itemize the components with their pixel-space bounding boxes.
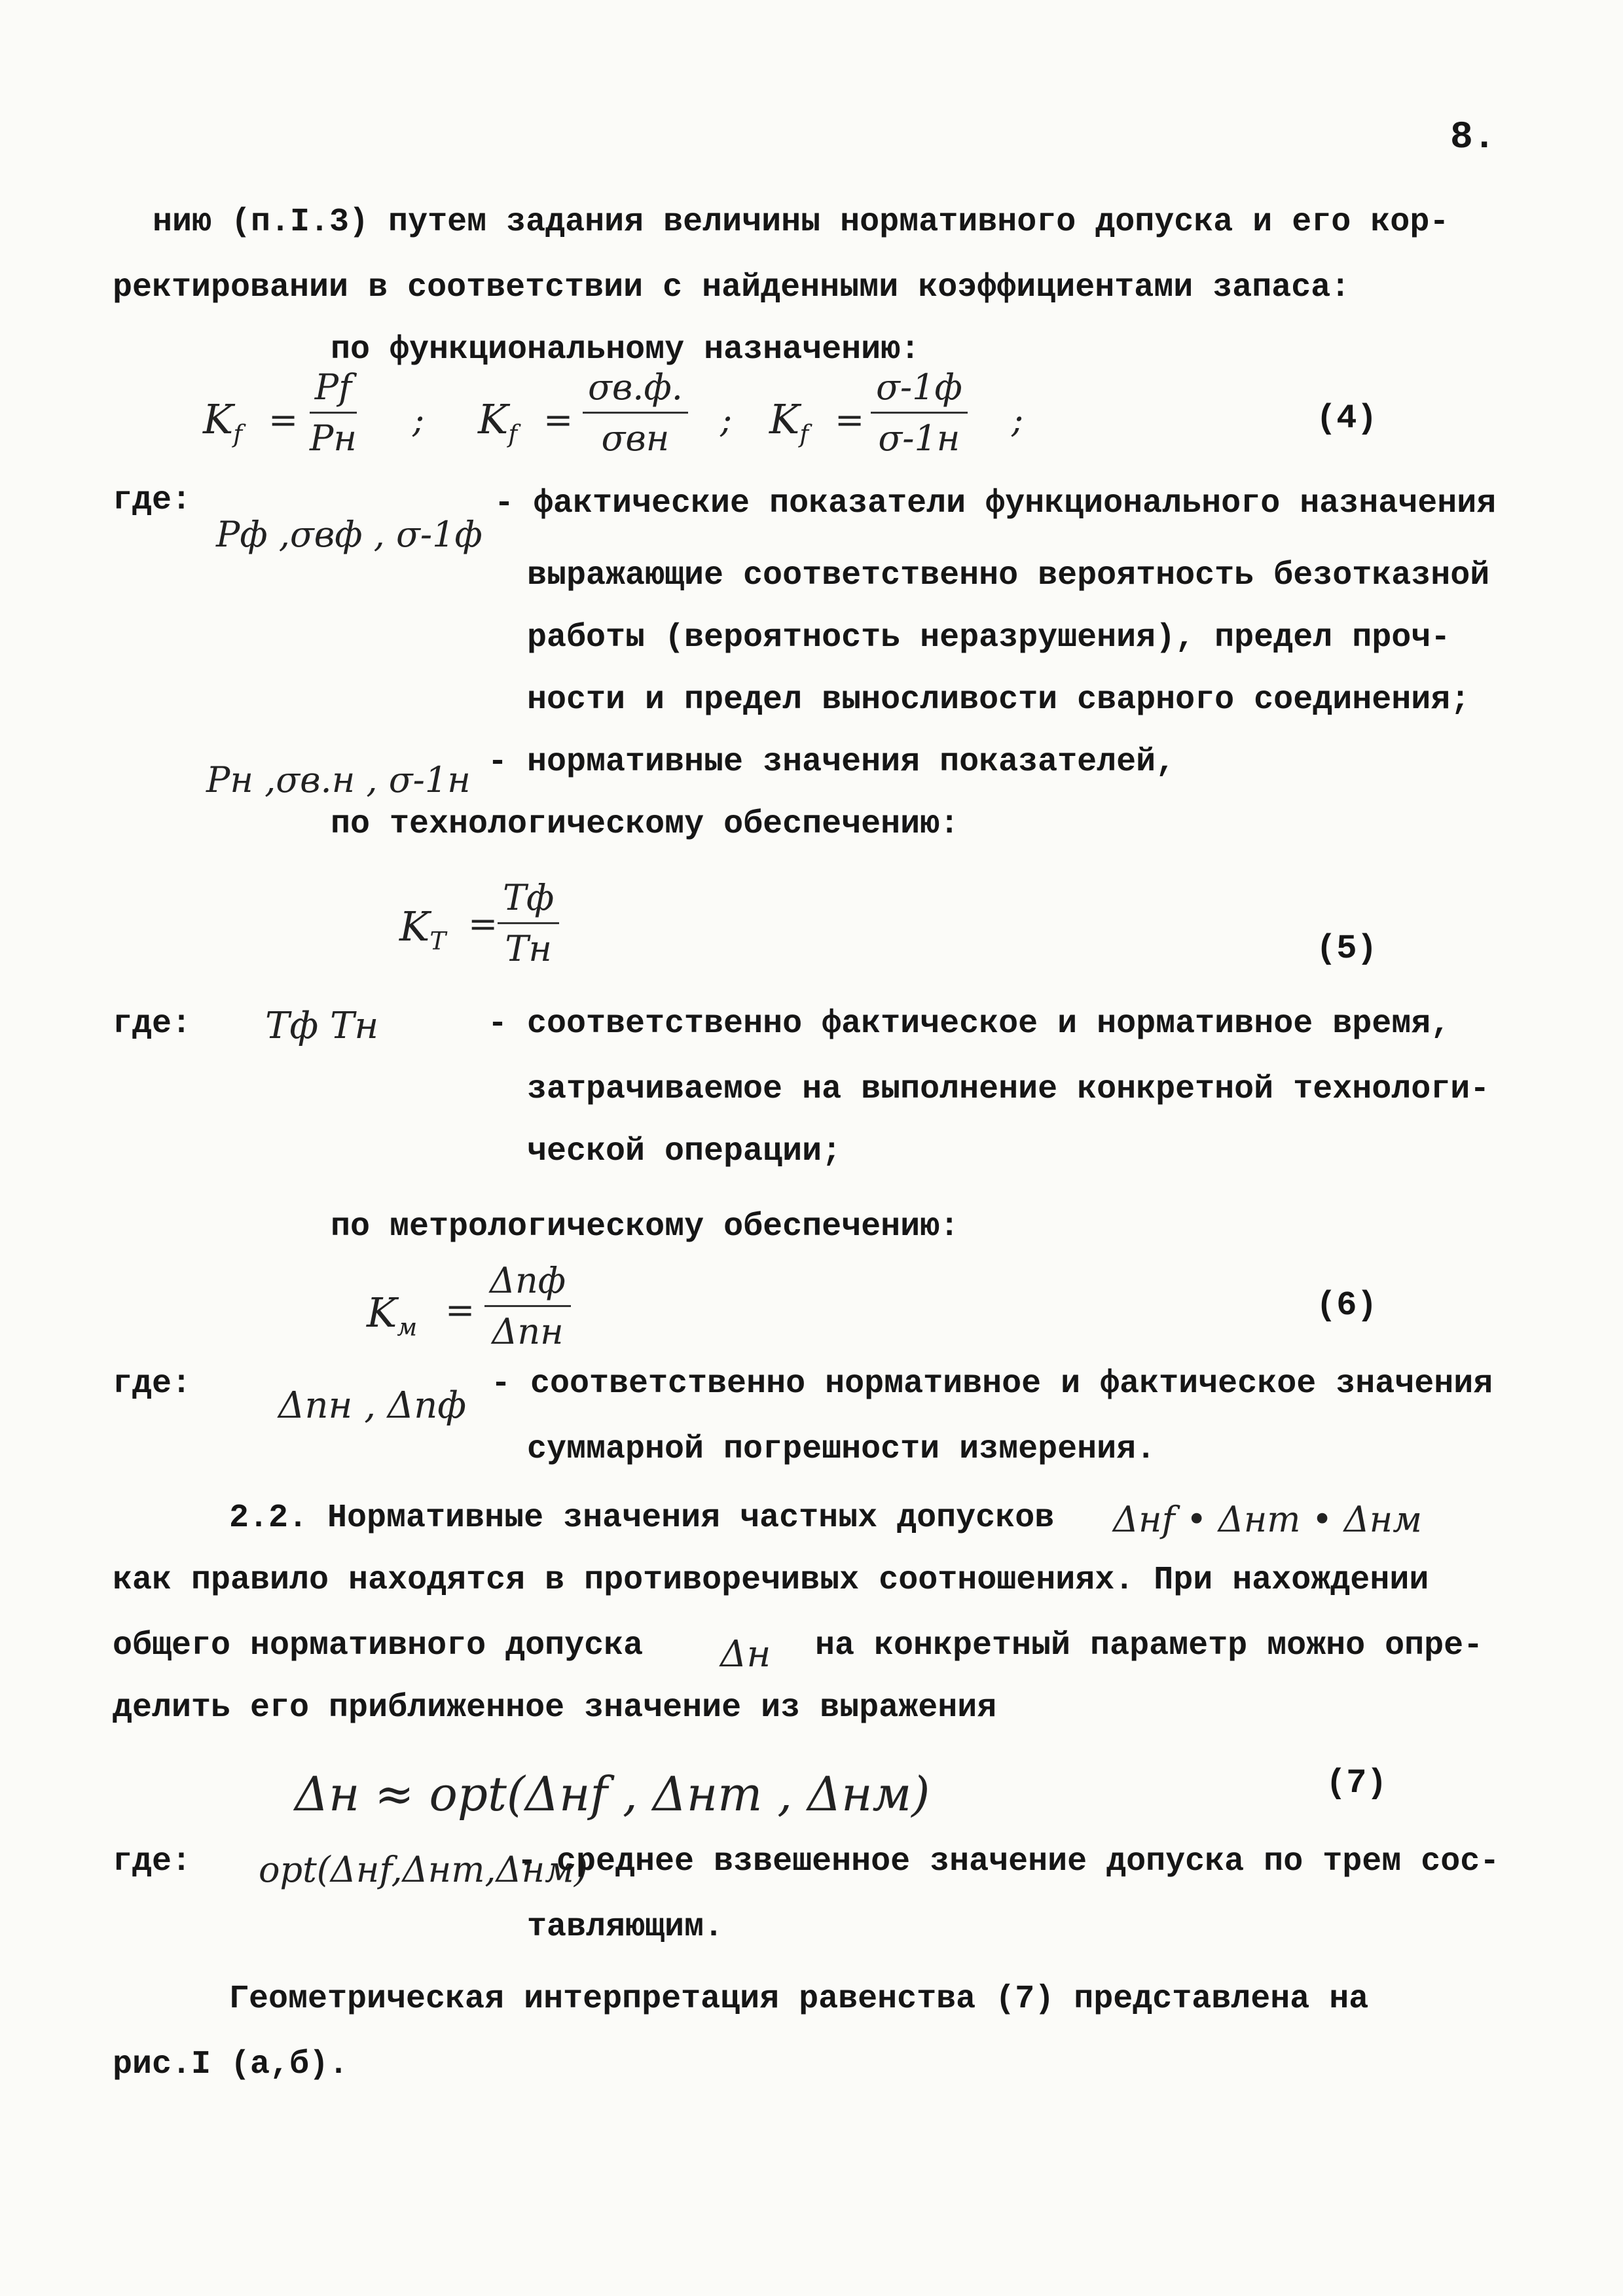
para-2-2-line-3b: на конкретный параметр можно опре-	[815, 1627, 1484, 1664]
desc-opt-line-2: тавляющим.	[527, 1909, 724, 1946]
desc-error-line-2: суммарной погрешности измерения.	[527, 1431, 1156, 1468]
k-subscript: f	[233, 419, 243, 448]
desc-actual-line-4: ности и предел выносливости сварного соединения;	[527, 681, 1470, 719]
equals-sign: =	[268, 399, 299, 440]
k-subscript: f	[799, 419, 809, 448]
variables-time: Tф Tн	[265, 1005, 379, 1047]
equation-number-7: (7)	[1326, 1764, 1387, 1803]
separator: ;	[720, 399, 733, 440]
partial-tolerances: Δнf • Δнт • Δнм	[1113, 1499, 1423, 1540]
where-label: где:	[113, 1005, 192, 1043]
para-2-2-line-2: как правило находятся в противоречивых соотношениях. При нахождении	[113, 1562, 1429, 1599]
desc-actual-line-2: выражающие соответственно вероятность безотказной	[527, 557, 1490, 594]
separator: ;	[412, 399, 425, 440]
variables-error: Δпн , Δпф	[278, 1384, 467, 1427]
k-symbol: K	[769, 395, 800, 443]
desc-actual-line-3: работы (вероятность неразрушения), предел проч-	[527, 619, 1451, 656]
denominator: Tн	[505, 928, 552, 969]
denominator: σвн	[601, 418, 670, 459]
desc-opt-line-1: - среднее взвешенное значение допуска по трем сос-	[517, 1843, 1500, 1880]
total-tolerance-symbol: Δн	[720, 1633, 771, 1676]
numerator: σ-1ф	[871, 367, 968, 414]
k-subscript: f	[508, 419, 518, 448]
intro-line-2: ректировании в соответствии с найденными коэффициентами запаса:	[113, 269, 1351, 306]
desc-normative: - нормативные значения показателей,	[488, 744, 1176, 781]
numerator: Δпф	[484, 1260, 571, 1307]
final-line-1: Геометрическая интерпретация равенства (7) представлена на	[229, 1981, 1369, 2018]
para-2-2-line-1: 2.2. Нормативные значения частных допусков	[229, 1499, 1055, 1537]
equals-sign: =	[835, 399, 865, 440]
functional-heading: по функциональному назначению:	[331, 331, 921, 368]
k-symbol: K	[203, 395, 234, 443]
where-label: где:	[113, 1365, 192, 1403]
metro-heading: по метрологическому обеспечению:	[331, 1208, 960, 1246]
numerator: σв.ф.	[583, 367, 688, 414]
k-symbol: K	[399, 903, 430, 950]
variables-opt: opt(Δнf,Δнт,Δнм)	[259, 1849, 588, 1890]
desc-error-line-1: - соответственно нормативное и фактическое значения	[491, 1365, 1493, 1403]
desc-time-line-3: ческой операции;	[527, 1133, 842, 1170]
fraction-probability	[304, 367, 362, 459]
denominator: σ-1н	[878, 418, 960, 459]
k-symbol: K	[478, 395, 509, 443]
k-subscript: м	[397, 1312, 418, 1342]
where-label: где:	[113, 482, 192, 519]
fraction-error	[484, 1260, 571, 1352]
intro-line-1: нию (п.I.3) путем задания величины нормативного допуска и его кор-	[153, 204, 1450, 241]
separator: ;	[1012, 399, 1024, 440]
variables-actual: Pф ,σвф , σ-1ф	[216, 514, 483, 555]
equals-sign: =	[445, 1289, 475, 1331]
numerator: Tф	[498, 877, 559, 924]
k-symbol: K	[367, 1289, 397, 1336]
desc-time-line-1: - соответственно фактическое и нормативное время,	[488, 1005, 1451, 1043]
equation-number-5: (5)	[1316, 929, 1377, 968]
numerator: Pf	[310, 367, 357, 414]
page-number: 8.	[1450, 117, 1496, 159]
variables-normative: Pн ,σв.н , σ-1н	[206, 759, 471, 800]
desc-time-line-2: затрачиваемое на выполнение конкретной технологи-	[527, 1071, 1490, 1108]
denominator: Δпн	[492, 1311, 564, 1352]
final-line-2: рис.I (а,б).	[113, 2046, 349, 2083]
k-subscript: T	[429, 926, 447, 956]
where-label: где:	[113, 1843, 192, 1880]
fraction-strength	[583, 367, 688, 459]
tech-heading: по технологическому обеспечению:	[331, 806, 960, 843]
equals-sign: =	[543, 399, 574, 440]
equation-number-6: (6)	[1316, 1286, 1377, 1325]
denominator: Pн	[310, 418, 357, 459]
fraction-time	[498, 877, 559, 969]
formula-7: Δн ≈ opt(Δнf , Δнт , Δнм)	[295, 1767, 930, 1821]
fraction-endurance	[871, 367, 968, 459]
para-2-2-line-4: делить его приближенное значение из выражения	[113, 1689, 997, 1727]
equation-number-4: (4)	[1316, 399, 1377, 438]
para-2-2-line-3a: общего нормативного допуска	[113, 1627, 644, 1664]
equals-sign: =	[468, 903, 498, 944]
desc-actual-line-1: - фактические показатели функционального назначения	[494, 485, 1497, 522]
